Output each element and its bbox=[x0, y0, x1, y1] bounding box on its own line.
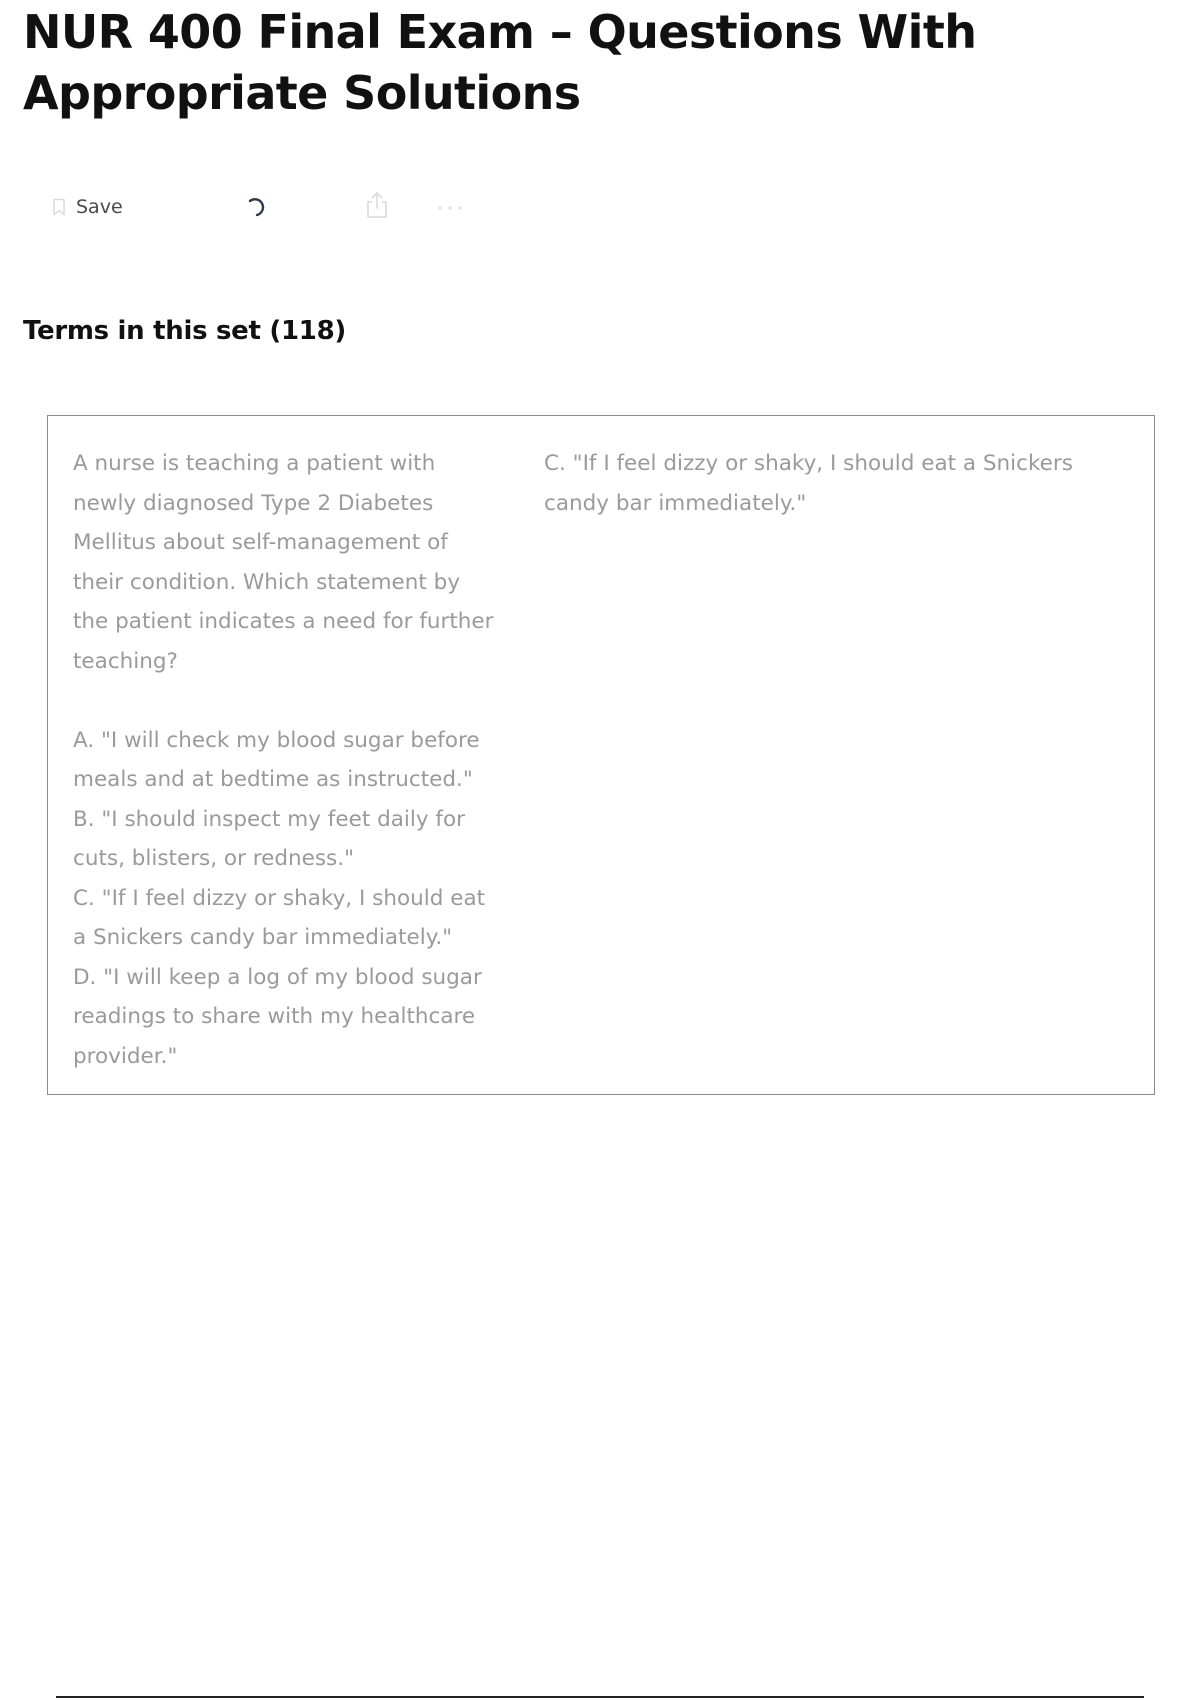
save-button[interactable] bbox=[52, 190, 123, 224]
term-answer: C. "If I feel dizzy or shaky, I should eat a Snickers candy bar immediately." bbox=[544, 451, 1073, 516]
term-question: A nurse is teaching a patient with newly diagnosed Type 2 Diabetes Mellitus about self-management of their condition. Which statement by the patient indicates a need for further teaching? A. "I will check my blood sugar before meals and at bedtime as instructed." B. "I should inspect my feet daily for cuts, blisters, or redness." C. "If I feel dizzy or shaky, I should eat a Snickers candy bar immediately." D. "I will keep a log of my blood sugar readings to share with my healthcare provider." bbox=[73, 451, 494, 1069]
bottom-divider bbox=[56, 1696, 1144, 1698]
toolbar bbox=[52, 190, 532, 224]
term-card[interactable] bbox=[47, 415, 1155, 1095]
spinner-icon bbox=[242, 190, 272, 224]
share-icon bbox=[364, 190, 390, 224]
more-icon bbox=[435, 198, 465, 217]
terms-heading: Terms in this set (118) bbox=[23, 316, 346, 346]
page-title: NUR 400 Final Exam – Questions With Appropriate Solutions bbox=[23, 5, 977, 120]
more-button[interactable] bbox=[435, 190, 465, 224]
bookmark-icon bbox=[52, 198, 66, 216]
share-button[interactable] bbox=[364, 190, 390, 224]
save-label: Save bbox=[76, 196, 123, 218]
